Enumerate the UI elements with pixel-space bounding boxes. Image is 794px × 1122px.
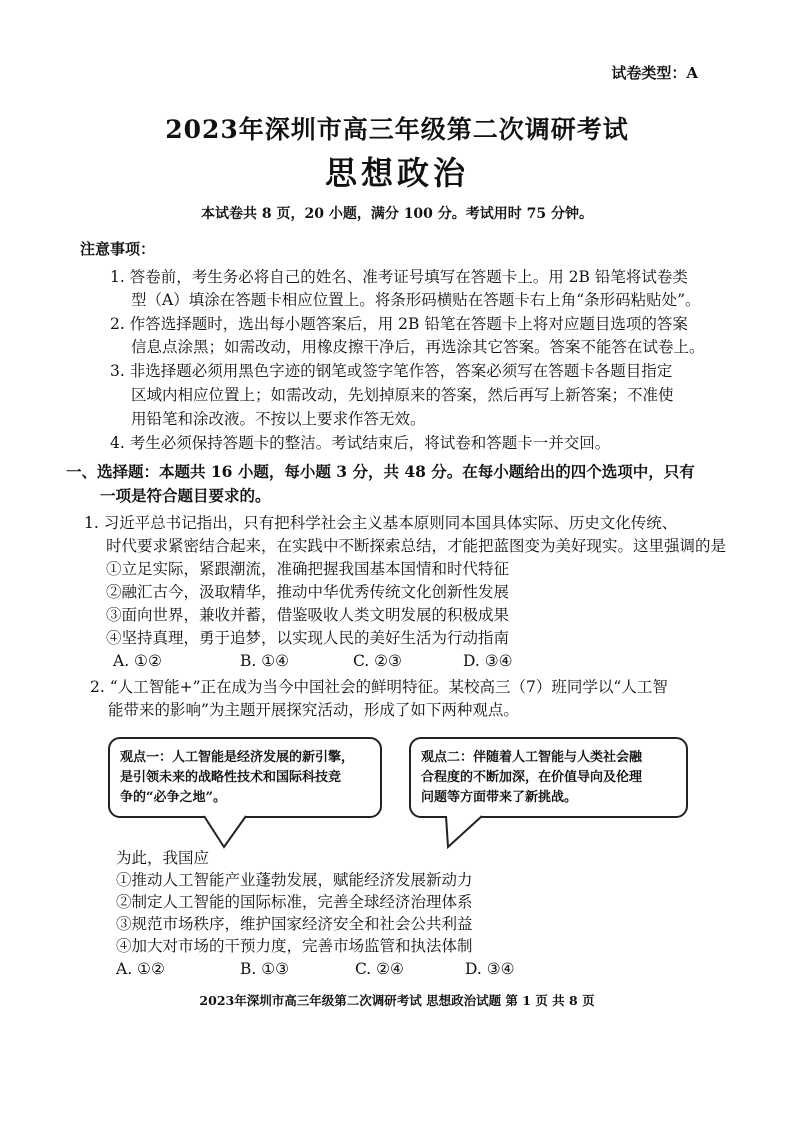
q1-option-a[interactable]: A. ①② bbox=[113, 652, 162, 670]
viewpoint-one-bubble bbox=[108, 737, 382, 818]
notice-line: 4. 考生必须保持答题卡的整洁。考试结束后，将试卷和答题卡一并交回。 bbox=[110, 434, 611, 452]
paper-type-label: 试卷类型：A bbox=[611, 64, 698, 82]
q1-item: ④坚持真理，勇于追梦，以实现人民的美好生活为行动指南 bbox=[106, 629, 510, 647]
q1-option-b[interactable]: B. ①④ bbox=[240, 652, 290, 670]
q1-item: ③面向世界，兼收并蓄，借鉴吸收人类文明发展的积极成果 bbox=[106, 606, 510, 624]
q1-option-d[interactable]: D. ③④ bbox=[463, 652, 513, 670]
notice-line: 型（A）填涂在答题卡相应位置上。将条形码横贴在答题卡右上角“条形码粘贴处”。 bbox=[131, 291, 701, 309]
q1-item: ②融汇古今，汲取精华，推动中华优秀传统文化创新性发展 bbox=[106, 583, 510, 601]
bubble-line: 争的“必争之地”。 bbox=[120, 790, 226, 805]
q2-stem: 能带来的影响”为主题开展探究活动，形成了如下两种观点。 bbox=[108, 701, 519, 719]
bubble-line: 观点一：人工智能是经济发展的新引擎， bbox=[120, 750, 355, 765]
notice-line: 用铅笔和涂改液。不按以上要求作答无效。 bbox=[131, 410, 426, 428]
exam-info: 本试卷共 8 页，20 小题，满分 100 分。考试用时 75 分钟。 bbox=[200, 206, 594, 222]
q2-lead: 为此，我国应 bbox=[116, 849, 210, 867]
q2-item: ④加大对市场的干预力度，完善市场监管和执法体制 bbox=[116, 937, 473, 955]
q1-item: ①立足实际，紧跟潮流，准确把握我国基本国情和时代特征 bbox=[106, 560, 510, 578]
q1-option-c[interactable]: C. ②③ bbox=[353, 652, 402, 670]
q2-item: ②制定人工智能的国际标准，完善全球经济治理体系 bbox=[116, 893, 473, 911]
notice-line: 区域内相应位置上；如需改动，先划掉原来的答案，然后再写上新答案；不准使 bbox=[131, 386, 674, 404]
q2-option-a[interactable]: A. ①② bbox=[116, 960, 165, 978]
bubble-line: 问题等方面带来了新挑战。 bbox=[421, 790, 578, 805]
notice-heading: 注意事项： bbox=[80, 240, 156, 258]
subject-title: 思想政治 bbox=[324, 154, 469, 192]
notice-line: 信息点涂黑；如需改动，用橡皮擦干净后，再选涂其它答案。答案不能答在试卷上。 bbox=[131, 338, 705, 356]
page-footer: 2023年深圳市高三年级第二次调研考试 思想政治试题 第 1 页 共 8 页 bbox=[199, 993, 595, 1008]
q2-stem: 2. “人工智能+”正在成为当今中国社会的鲜明特征。某校高三（7）班同学以“人工智 bbox=[90, 678, 668, 696]
q1-stem: 1. 习近平总书记指出，只有把科学社会主义基本原则同本国具体实际、历史文化传统、 bbox=[84, 514, 678, 532]
q1-stem: 时代要求紧密结合起来，在实践中不断探索总结，才能把蓝图变为美好现实。这里强调的是 bbox=[106, 537, 727, 555]
notice-line: 1. 答卷前，考生务必将自己的姓名、准考证号填写在答题卡上。用 2B 铅笔将试卷类 bbox=[110, 268, 688, 286]
q2-item: ③规范市场秩序，维护国家经济安全和社会公共利益 bbox=[116, 915, 473, 933]
q2-option-b[interactable]: B. ①③ bbox=[240, 960, 290, 978]
bubble-one-tail bbox=[200, 815, 260, 849]
section-heading: 一项是符合题目要求的。 bbox=[100, 486, 271, 505]
notice-line: 2. 作答选择题时，选出每小题答案后，用 2B 铅笔在答题卡上将对应题目选项的答案 bbox=[110, 315, 688, 333]
q2-item: ①推动人工智能产业蓬勃发展，赋能经济发展新动力 bbox=[116, 871, 473, 889]
q2-option-d[interactable]: D. ③④ bbox=[465, 960, 515, 978]
section-heading: 一、选择题：本题共 16 小题，每小题 3 分，共 48 分。在每小题给出的四个选项中，只有 bbox=[66, 462, 695, 481]
q2-option-c[interactable]: C. ②④ bbox=[355, 960, 404, 978]
bubble-line: 是引领未来的战略性技术和国际科技竞 bbox=[120, 770, 342, 785]
bubble-line: 观点二：伴随着人工智能与人类社会融 bbox=[421, 750, 643, 765]
bubble-line: 合程度的不断加深，在价值导向及伦理 bbox=[421, 770, 643, 785]
bubble-two-tail bbox=[440, 815, 500, 849]
viewpoint-two-bubble bbox=[409, 737, 688, 818]
notice-line: 3. 非选择题必须用黑色字迹的钢笔或签字笔作答，答案必须写在答题卡各题目指定 bbox=[110, 362, 673, 380]
exam-title: 2023年深圳市高三年级第二次调研考试 bbox=[165, 115, 629, 144]
